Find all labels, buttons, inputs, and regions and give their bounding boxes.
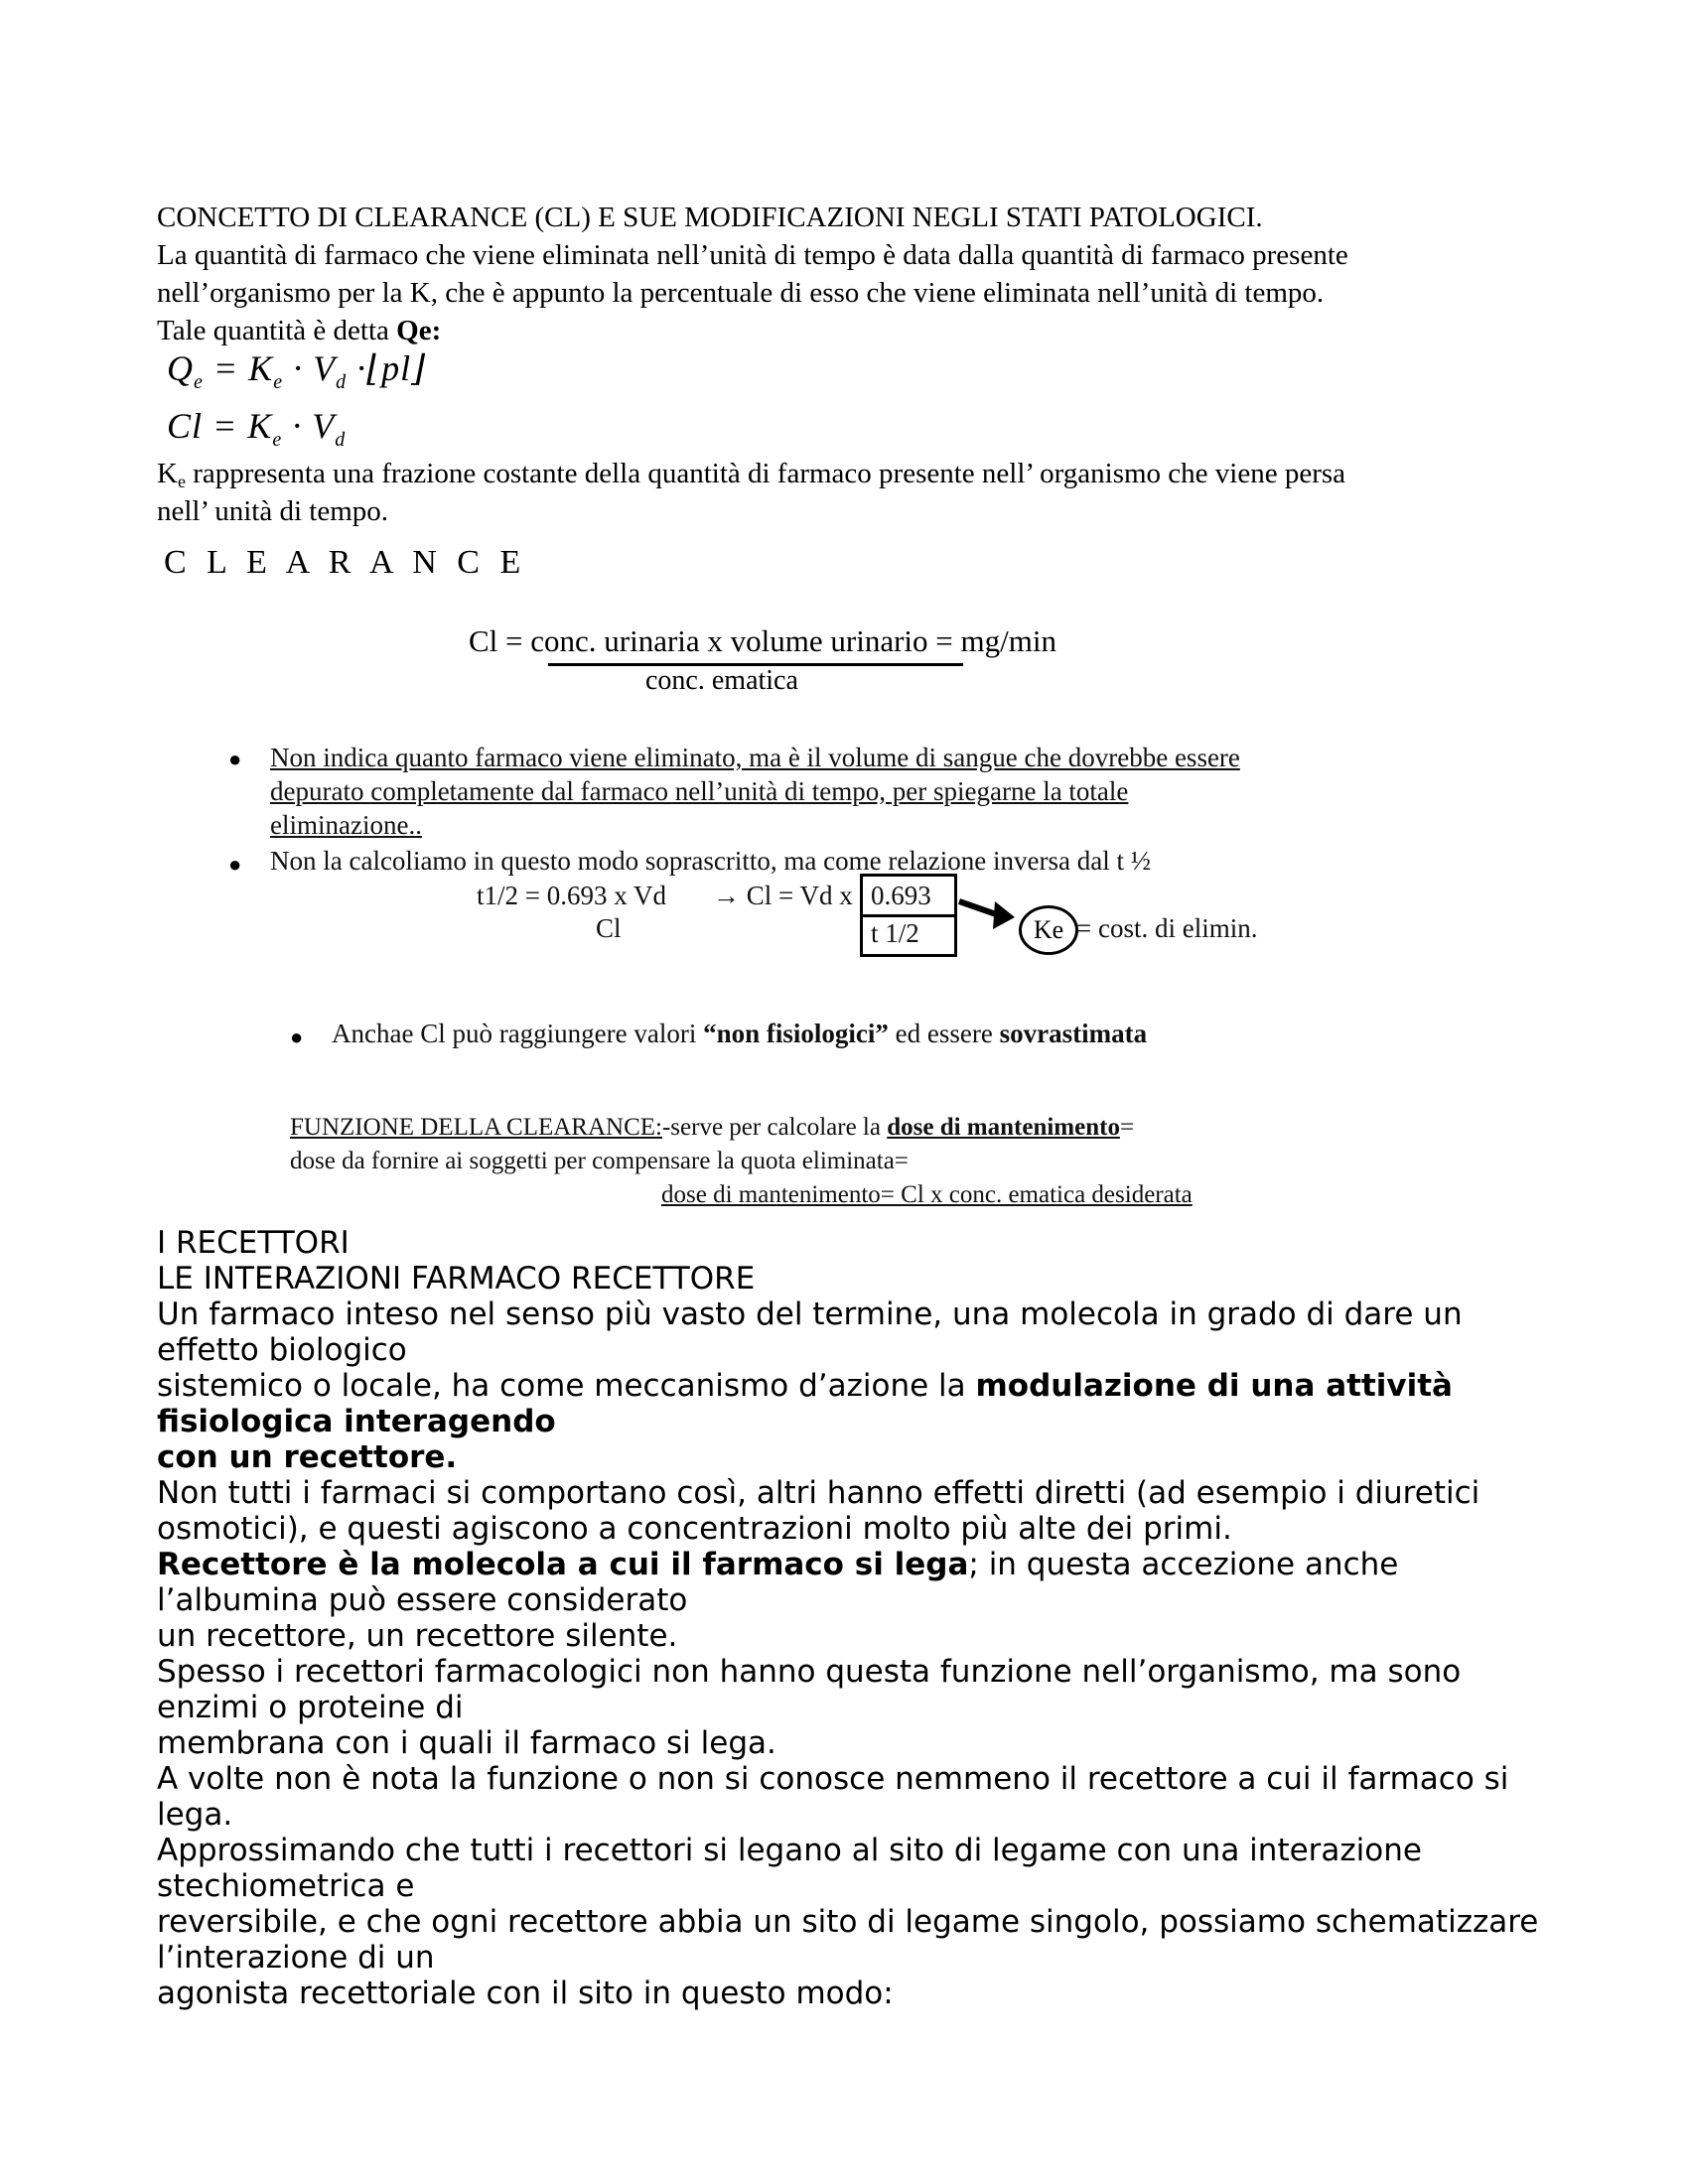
bullet-icon: ● bbox=[228, 852, 242, 877]
clearance-title: C L E A R A N C E bbox=[164, 544, 527, 581]
ke-definition-line: Ke rappresenta una frazione costante della quantità di farmaco presente nell’ organismo che viene persa bbox=[157, 458, 1346, 491]
ke-label: = cost. di elimin. bbox=[1076, 913, 1258, 943]
body-line: sistemico o locale, ha come meccanismo d’azione la modulazione di una attività bbox=[157, 1368, 1453, 1404]
arrow-icon bbox=[955, 889, 1019, 939]
body-line: un recettore, un recettore silente. bbox=[157, 1618, 678, 1654]
body-line: osmotici), e questi agiscono a concentrazioni molto più alte dei primi. bbox=[157, 1511, 1232, 1547]
body-line: Un farmaco inteso nel senso più vasto del termine, una molecola in grado di dare un bbox=[157, 1297, 1463, 1332]
ke-definition-line: nell’ unità di tempo. bbox=[157, 495, 389, 527]
ke-circle: Ke bbox=[1019, 905, 1078, 955]
t-half-numerator: t1/2 = 0.693 x Vd bbox=[477, 881, 666, 910]
maintenance-dose-formula: dose di mantenimento= Cl x conc. ematica desiderata bbox=[661, 1181, 1193, 1208]
bullet-icon: ● bbox=[290, 1024, 304, 1049]
bullet-icon: ● bbox=[228, 747, 242, 771]
clearance-equation-denominator: conc. ematica bbox=[645, 665, 798, 696]
body-line: fisiologica interagendo bbox=[157, 1404, 556, 1439]
body-line: Recettore è la molecola a cui il farmaco si lega; in questa accezione anche bbox=[157, 1547, 1399, 1582]
t-half-denominator: Cl bbox=[596, 913, 622, 943]
body-line: agonista recettoriale con il sito in questo modo: bbox=[157, 1976, 894, 2011]
paragraph-line: nell’organismo per la K, che è appunto la percentuale di esso che viene eliminata nell’unità di tempo. bbox=[157, 277, 1325, 309]
bullet1-line: depurato completamente dal farmaco nell’unità di tempo, per spiegarne la totale bbox=[270, 776, 1129, 806]
body-line: Spesso i recettori farmacologici non hanno questa funzione nell’organismo, ma sono bbox=[157, 1654, 1462, 1690]
bullet1-line: eliminazione.. bbox=[270, 810, 422, 840]
formula-qe: $Q_e = K_e \cdot V_d$ ·⌊pl⌋ bbox=[167, 348, 427, 393]
bullet2-line: Non la calcoliamo in questo modo soprascritto, ma come relazione inversa dal t ½ bbox=[270, 846, 1151, 876]
bullet1-line: Non indica quanto farmaco viene eliminato, ma è il volume di sangue che dovrebbe essere bbox=[270, 743, 1240, 772]
cl-relation: → Cl = Vd x bbox=[713, 881, 853, 910]
half-life-box: 0.693 t 1/2 bbox=[860, 874, 957, 957]
body-line: effetto biologico bbox=[157, 1332, 407, 1368]
body-line: Approssimando che tutti i recettori si legano al sito di legame con una interazione bbox=[157, 1833, 1422, 1868]
body-line: l’albumina può essere considerato bbox=[157, 1582, 688, 1618]
clearance-function-line: FUNZIONE DELLA CLEARANCE:-serve per calcolare la dose di mantenimento= bbox=[290, 1114, 1135, 1141]
clearance-function-line: dose da fornire ai soggetti per compensare la quota eliminata= bbox=[290, 1148, 909, 1174]
body-line: lega. bbox=[157, 1797, 233, 1833]
body-line: stechiometrica e bbox=[157, 1868, 415, 1904]
body-line: con un recettore. bbox=[157, 1439, 458, 1475]
qe-intro-line: Tale quantità è detta Qe: bbox=[157, 315, 442, 346]
body-line: A volte non è nota la funzione o non si conosce nemmeno il recettore a cui il farmaco si bbox=[157, 1761, 1509, 1797]
section-subtitle: LE INTERAZIONI FARMACO RECETTORE bbox=[157, 1261, 756, 1297]
formula-cl: $Cl = K_e \cdot V_d$ bbox=[167, 406, 347, 451]
body-line: reversibile, e che ogni recettore abbia un sito di legame singolo, possiamo schematizzare bbox=[157, 1904, 1539, 1940]
body-line: l’interazione di un bbox=[157, 1940, 435, 1976]
body-line: enzimi o proteine di bbox=[157, 1690, 464, 1725]
paragraph-line: La quantità di farmaco che viene eliminata nell’unità di tempo è data dalla quantità di farmaco presente bbox=[157, 239, 1348, 271]
bullet3-line: Anchae Cl può raggiungere valori “non fisiologici” ed essere sovrastimata bbox=[332, 1019, 1148, 1048]
section-title: I RECETTORI bbox=[157, 1225, 350, 1261]
body-line: membrana con i quali il farmaco si lega. bbox=[157, 1725, 776, 1761]
section-heading: CONCETTO DI CLEARANCE (CL) E SUE MODIFICAZIONI NEGLI STATI PATOLOGICI. bbox=[157, 202, 1263, 233]
body-line: Non tutti i farmaci si comportano così, altri hanno effetti diretti (ad esempio i diuretici bbox=[157, 1475, 1480, 1511]
clearance-equation-numerator: Cl = conc. urinaria x volume urinario = mg/min bbox=[469, 623, 1056, 658]
